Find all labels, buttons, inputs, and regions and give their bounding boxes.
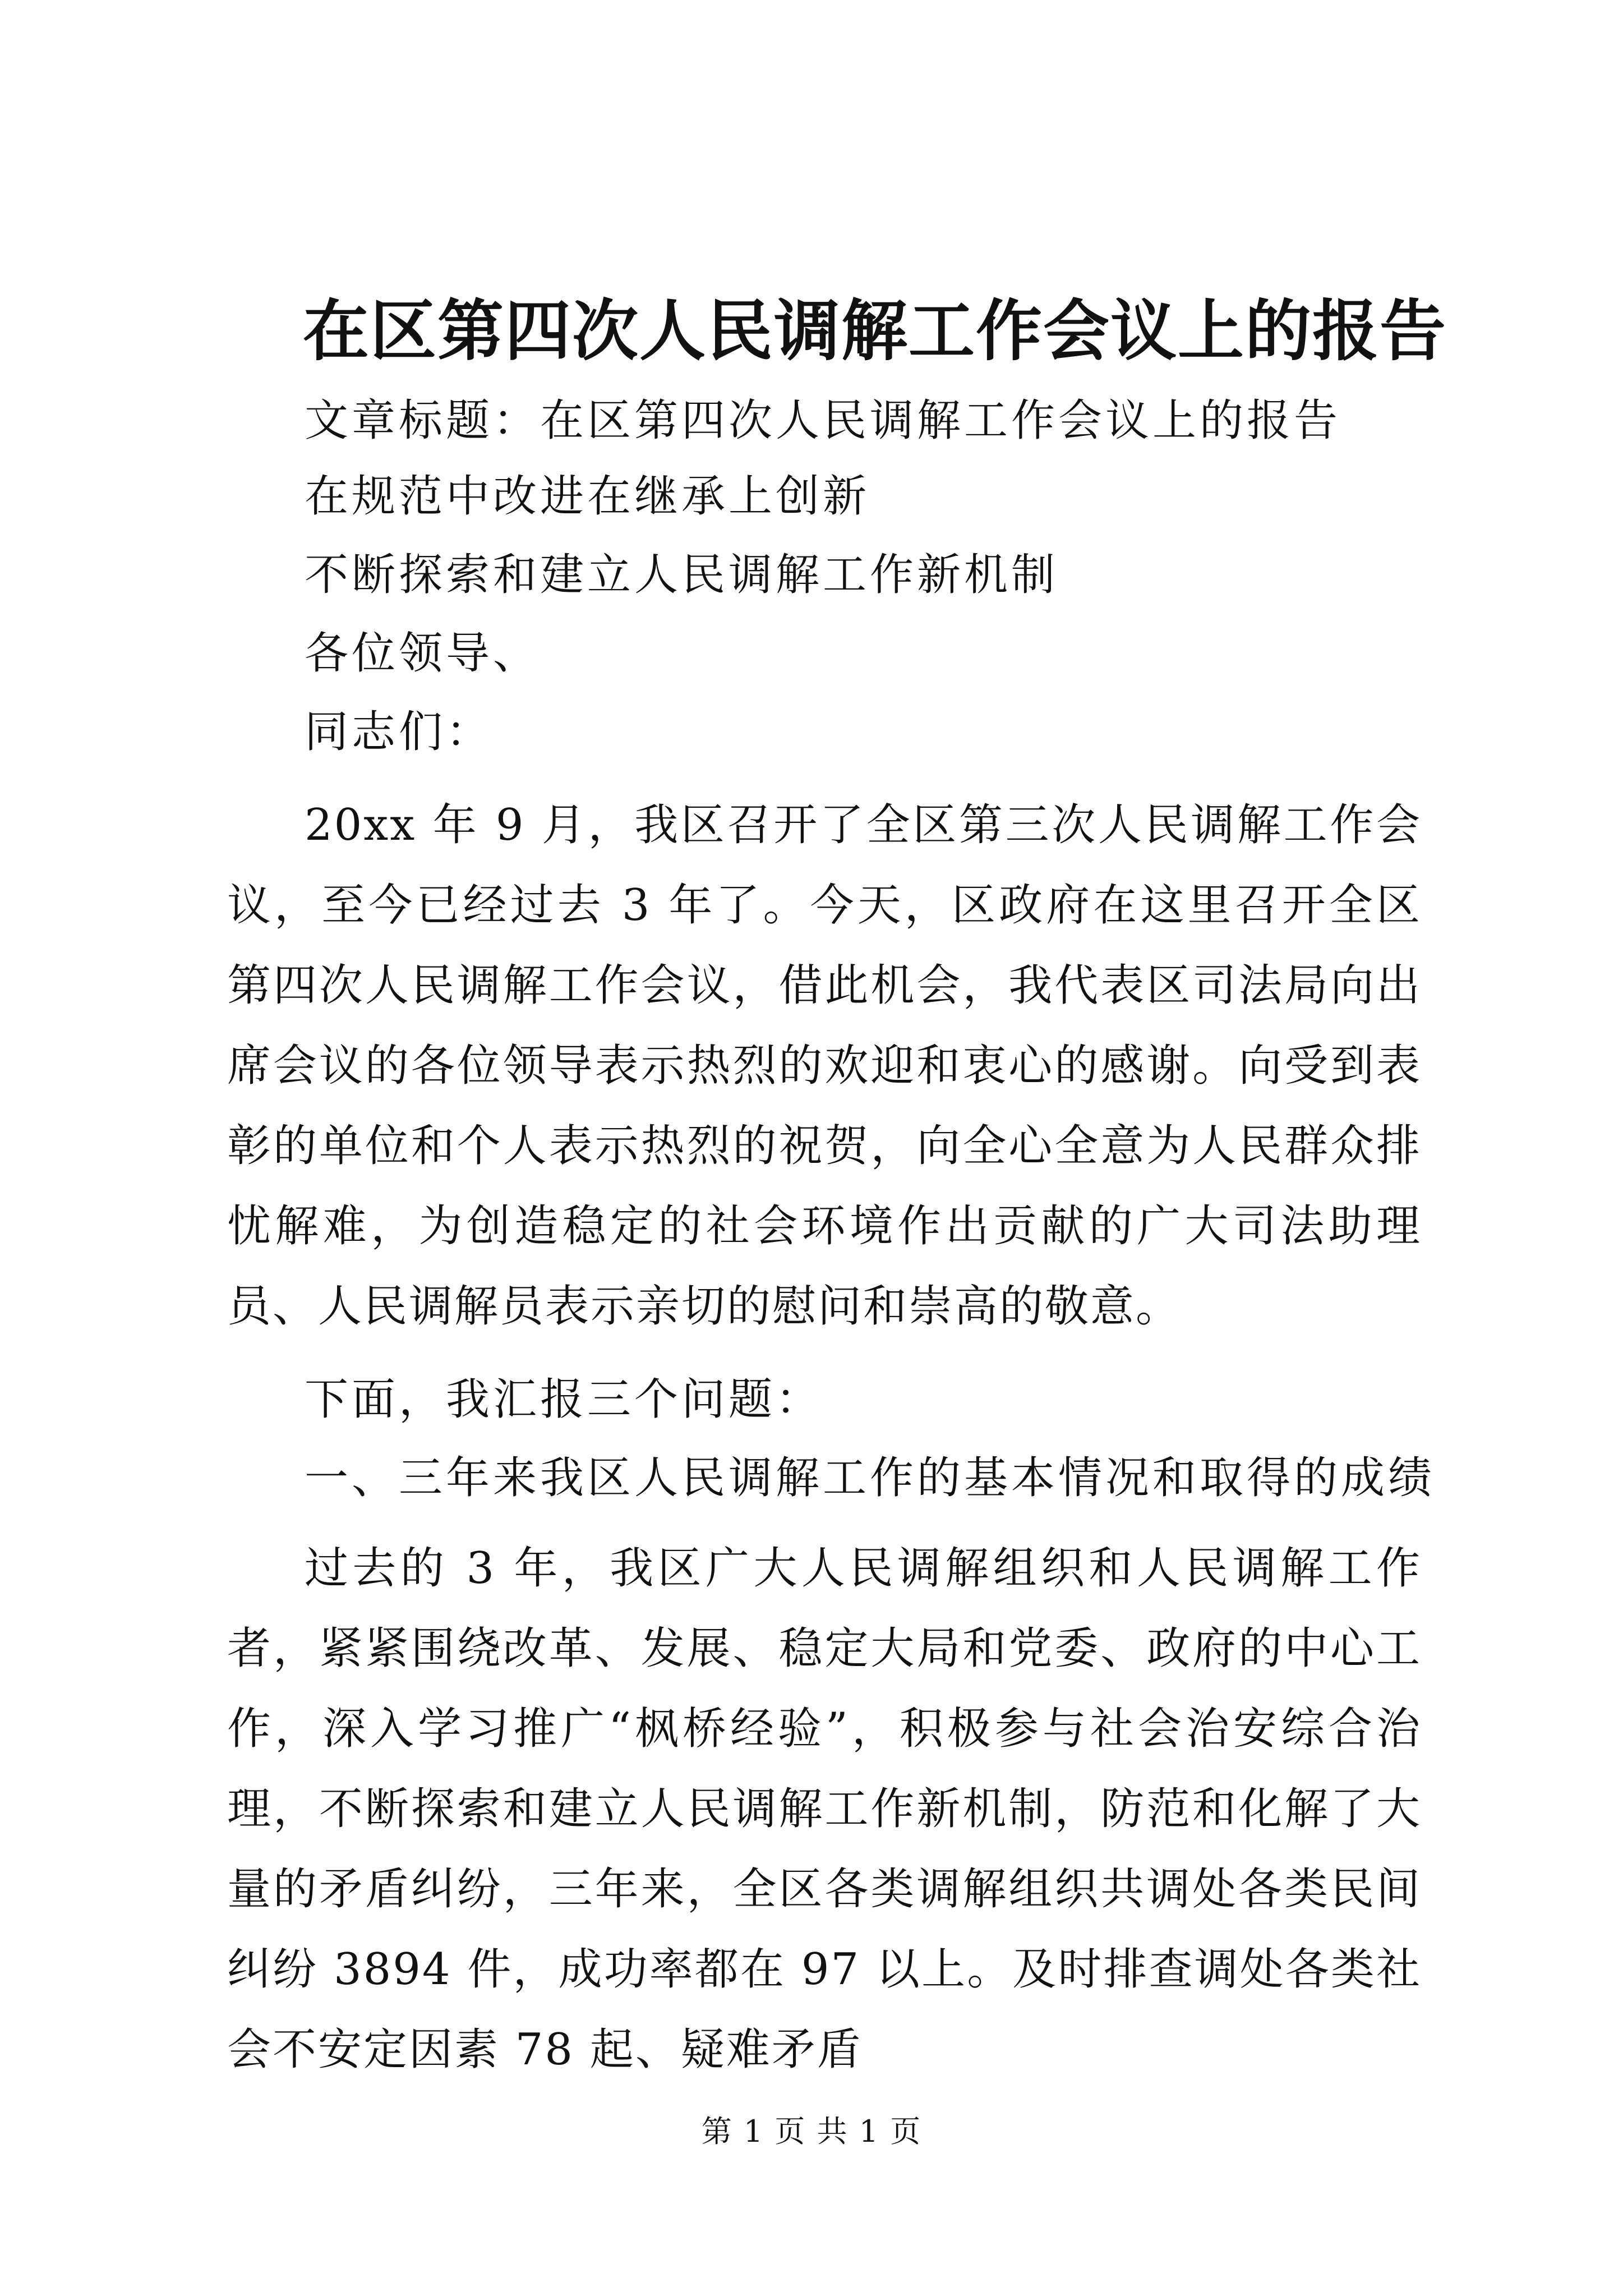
report-intro-line: 下面，我汇报三个问题： — [305, 1374, 823, 1425]
paragraph-text: 20xx 年 9 月，我区召开了全区第三次人民调解工作会议，至今已经过去 3 年了。今天，区政府在这里召开全区第四次人民调解工作会议，借此机会，我代表区司法局向出席会议的各位领导表示热烈的欢迎和衷心的感谢。向受到表彰的单位和个人表示热烈的祝贺，向全心全意为人民群众排忧解难，为创造稳定的社会环境作出贡献的广大司法助理员、人民调解员表示亲切的慰问和崇高的敬意。 — [227, 800, 1422, 1332]
paragraph-text: 过去的 3 年，我区广大人民调解组织和人民调解工作者，紧紧围绕改革、发展、稳定大局和党委、政府的中心工作，深入学习推广“枫桥经验”，积极参与社会治安综合治理，不断探索和建立人民调解工作新机制，防范和化解了大量的矛盾纠纷，三年来，全区各类调解组织共调处各类民间纠纷 3894 件，成功率都在 97 以上。及时排查调处各类社会不安定因素 78 起、疑难矛盾 — [227, 1543, 1422, 2075]
document-title: 在区第四次人民调解工作会议上的报告 — [303, 292, 1447, 370]
page-footer: 第 1 页 共 1 页 — [701, 2114, 922, 2149]
paragraph-achievements — [227, 1529, 1422, 2090]
subtitle-line-1: 在规范中改进在继承上创新 — [305, 471, 870, 522]
article-title-line: 文章标题：在区第四次人民调解工作会议上的报告 — [305, 395, 1341, 446]
paragraph-opening — [227, 785, 1422, 1347]
salutation-line-2: 同志们： — [305, 707, 494, 757]
salutation-line-1: 各位领导、 — [305, 628, 541, 679]
section-heading-1: 一、三年来我区人民调解工作的基本情况和取得的成绩 — [305, 1453, 1436, 1503]
subtitle-line-2: 不断探索和建立人民调解工作新机制 — [305, 550, 1059, 600]
